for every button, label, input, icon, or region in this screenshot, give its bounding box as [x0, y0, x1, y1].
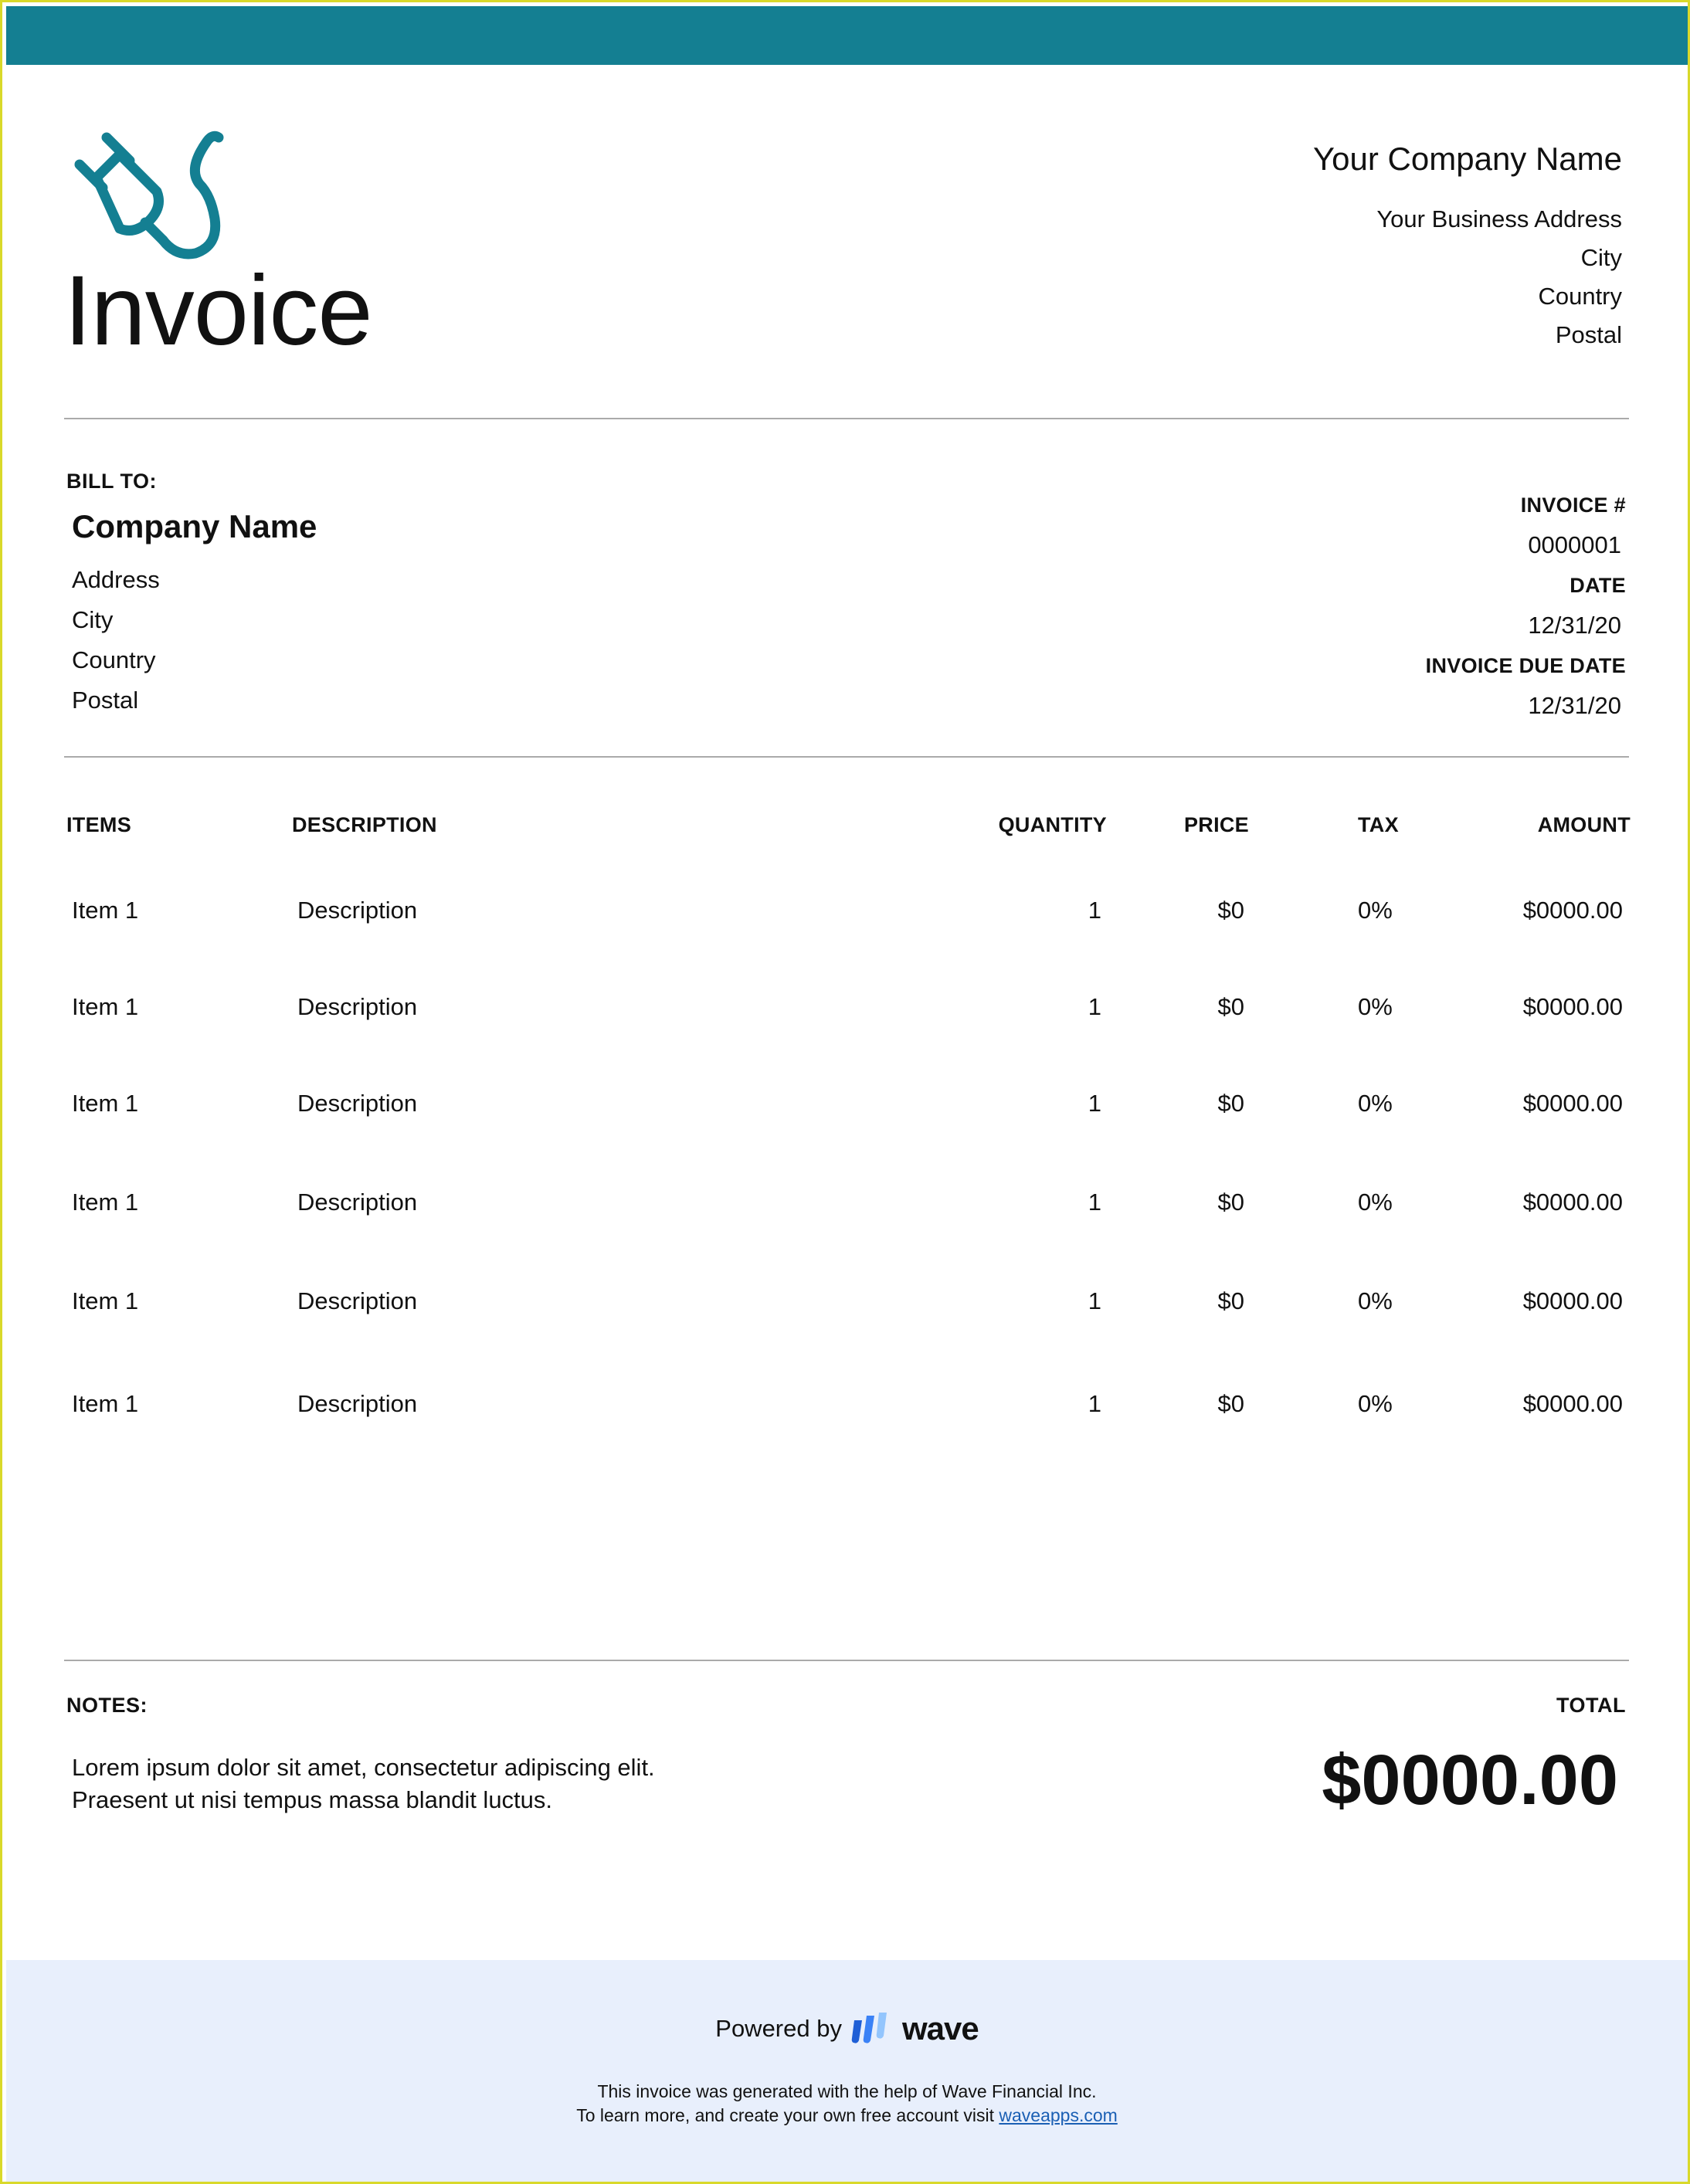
row-description: Description: [297, 897, 418, 924]
row-quantity: 1: [1088, 897, 1101, 924]
notes-line: Praesent ut nisi tempus massa blandit luctus.: [72, 1786, 553, 1813]
row-description: Description: [297, 1390, 418, 1417]
table-row: [2, 897, 1690, 943]
company-city: City: [1580, 244, 1622, 271]
col-header-items: ITEMS: [66, 813, 132, 836]
table-row: [2, 1189, 1690, 1235]
bill-to-company-name: Company Name: [72, 508, 317, 544]
table-row: [2, 993, 1690, 1039]
footer: [6, 1960, 1688, 2182]
bill-to-city: City: [72, 606, 114, 633]
table-row: [2, 1390, 1690, 1436]
company-country: Country: [1538, 283, 1622, 310]
powered-by-label: Powered by: [715, 2015, 842, 2042]
row-quantity: 1: [1088, 1390, 1101, 1417]
divider-billing: [64, 756, 1629, 758]
table-row: [2, 1090, 1690, 1136]
row-price: $0: [1217, 1287, 1244, 1314]
plug-icon: [72, 130, 242, 269]
row-quantity: 1: [1088, 1287, 1101, 1314]
row-amount: $0000.00: [1522, 1287, 1623, 1314]
notes-line: Lorem ipsum dolor sit amet, consectetur adipiscing elit.: [72, 1754, 655, 1781]
row-item: Item 1: [72, 1090, 139, 1117]
invoice-number-label: INVOICE #: [1520, 493, 1626, 517]
col-header-tax: TAX: [1358, 813, 1399, 836]
row-amount: $0000.00: [1522, 897, 1623, 924]
powered-by: [6, 2010, 1688, 2047]
divider-header: [64, 418, 1629, 419]
row-price: $0: [1217, 897, 1244, 924]
bill-to-country: Country: [72, 646, 156, 673]
date-label: DATE: [1570, 574, 1626, 597]
footer-note-line: [6, 2104, 1688, 2128]
row-tax: 0%: [1358, 897, 1393, 924]
row-quantity: 1: [1088, 993, 1101, 1020]
row-tax: 0%: [1358, 993, 1393, 1020]
col-header-amount: AMOUNT: [1537, 813, 1631, 836]
wave-brand-name: wave: [901, 2010, 979, 2047]
due-date-label: INVOICE DUE DATE: [1425, 654, 1626, 677]
col-header-description: DESCRIPTION: [292, 813, 437, 836]
footer-note-line: This invoice was generated with the help of Wave Financial Inc.: [597, 2081, 1097, 2101]
row-tax: 0%: [1358, 1287, 1393, 1314]
total-value: $0000.00: [1322, 1741, 1618, 1819]
bill-to-label: BILL TO:: [66, 470, 157, 493]
company-postal: Postal: [1555, 321, 1622, 348]
bill-to-address-lines: [72, 560, 160, 721]
row-quantity: 1: [1088, 1090, 1101, 1117]
row-amount: $0000.00: [1522, 1090, 1623, 1117]
waveapps-link[interactable]: waveapps.com: [999, 2105, 1118, 2125]
row-item: Item 1: [72, 1189, 139, 1216]
invoice-meta: [1426, 485, 1626, 726]
row-description: Description: [297, 1090, 418, 1117]
row-price: $0: [1217, 1090, 1244, 1117]
row-description: Description: [297, 1189, 418, 1216]
row-price: $0: [1217, 1189, 1244, 1216]
items-table-header: [2, 813, 1690, 844]
bill-to-postal: Postal: [72, 687, 139, 714]
row-amount: $0000.00: [1522, 1390, 1623, 1417]
row-quantity: 1: [1088, 1189, 1101, 1216]
row-amount: $0000.00: [1522, 1189, 1623, 1216]
notes-text: [72, 1752, 655, 1816]
row-tax: 0%: [1358, 1390, 1393, 1417]
notes-label: NOTES:: [66, 1694, 148, 1717]
company-address: Your Business Address: [1376, 205, 1622, 232]
col-header-quantity: QUANTITY: [998, 813, 1107, 836]
row-item: Item 1: [72, 993, 139, 1020]
row-amount: $0000.00: [1522, 993, 1623, 1020]
wave-logo-icon: [851, 2013, 893, 2045]
footer-note-prefix: To learn more, and create your own free account visit: [576, 2105, 994, 2125]
total-label: TOTAL: [1556, 1694, 1626, 1717]
row-price: $0: [1217, 993, 1244, 1020]
row-item: Item 1: [72, 1390, 139, 1417]
row-tax: 0%: [1358, 1189, 1393, 1216]
company-block: [1313, 140, 1622, 354]
bill-to-address: Address: [72, 566, 160, 593]
row-tax: 0%: [1358, 1090, 1393, 1117]
table-row: [2, 1287, 1690, 1334]
top-accent-bar: [6, 6, 1688, 65]
invoice-title: Invoice: [64, 256, 372, 366]
company-name: Your Company Name: [1313, 141, 1622, 177]
footer-note: [6, 2080, 1688, 2128]
invoice-number: 0000001: [1528, 531, 1621, 558]
company-address-lines: [1313, 200, 1622, 354]
row-description: Description: [297, 1287, 418, 1314]
row-item: Item 1: [72, 897, 139, 924]
invoice-due-date: 12/31/20: [1528, 692, 1621, 719]
row-price: $0: [1217, 1390, 1244, 1417]
row-description: Description: [297, 993, 418, 1020]
invoice-date: 12/31/20: [1528, 612, 1621, 639]
col-header-price: PRICE: [1183, 813, 1249, 836]
row-item: Item 1: [72, 1287, 139, 1314]
divider-totals: [64, 1660, 1629, 1661]
